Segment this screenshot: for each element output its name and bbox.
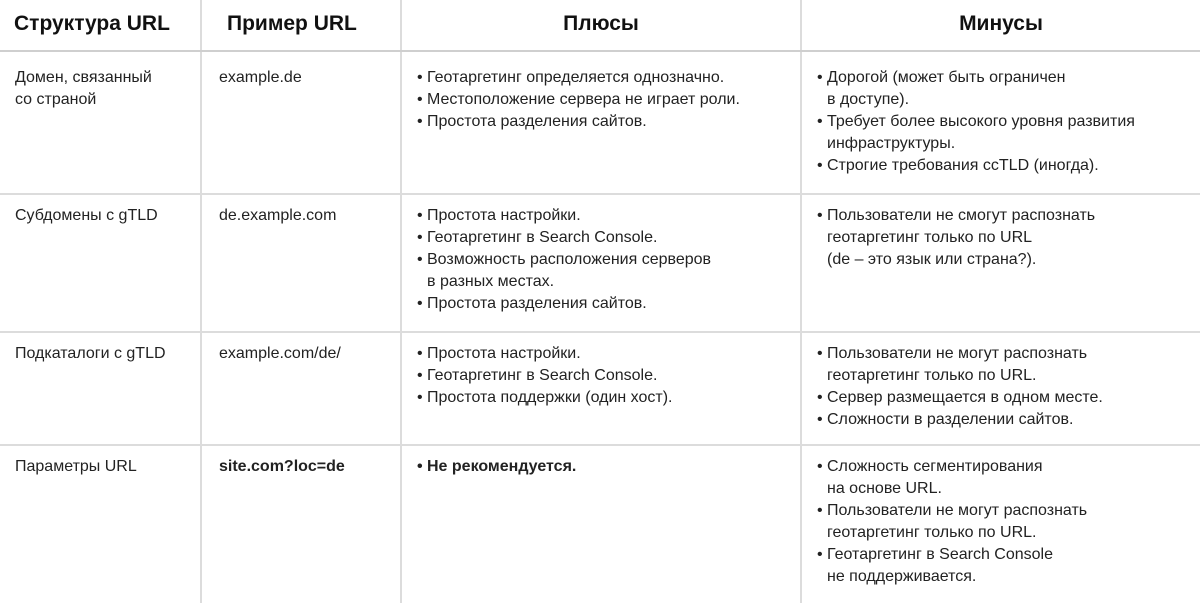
header-example: Пример URL <box>227 12 357 35</box>
row-example: example.de <box>219 69 302 86</box>
row-divider <box>0 50 1200 52</box>
column-divider <box>800 0 802 603</box>
row-structure: Субдомены с gTLD <box>15 207 158 224</box>
row-example: example.com/de/ <box>219 345 341 362</box>
cons-item: • Дорогой (может быть ограничен в доступе). <box>817 67 1197 111</box>
pros-item: • Простота разделения сайтов. <box>417 111 797 133</box>
row-cons <box>817 205 1197 271</box>
row-divider <box>0 331 1200 333</box>
header-cons: Минусы <box>959 12 1043 35</box>
row-cons <box>817 343 1197 431</box>
row-divider <box>0 193 1200 195</box>
row-example: de.example.com <box>219 207 337 224</box>
row-pros <box>417 67 797 133</box>
row-pros <box>417 456 797 478</box>
cons-item: • Строгие требования ccTLD (иногда). <box>817 155 1197 177</box>
pros-item: • Простота настройки. <box>417 205 797 227</box>
row-structure: Параметры URL <box>15 458 137 475</box>
pros-item: • Простота настройки. <box>417 343 797 365</box>
row-structure: Подкаталоги с gTLD <box>15 345 166 362</box>
cons-item: • Сервер размещается в одном месте. <box>817 387 1197 409</box>
row-pros <box>417 343 797 409</box>
pros-item: • Геотаргетинг в Search Console. <box>417 365 797 387</box>
cons-item: • Геотаргетинг в Search Console не поддерживается. <box>817 544 1197 588</box>
header-pros: Плюсы <box>563 12 639 35</box>
cons-item: • Пользователи не могут распознать геотаргетинг только по URL. <box>817 500 1197 544</box>
row-pros <box>417 205 797 315</box>
row-structure: Домен, связанный со страной <box>15 69 152 108</box>
cons-item: • Пользователи не смогут распознать геотаргетинг только по URL (de – это язык или страна?). <box>817 205 1197 271</box>
row-cons <box>817 456 1197 588</box>
pros-item: • Возможность расположения серверов в разных местах. <box>417 249 797 293</box>
row-cons <box>817 67 1197 177</box>
pros-item: • Не рекомендуется. <box>417 456 797 478</box>
cons-item: • Пользователи не могут распознать геотаргетинг только по URL. <box>817 343 1197 387</box>
cons-item: • Сложность сегментирования на основе URL. <box>817 456 1197 500</box>
pros-item: • Простота разделения сайтов. <box>417 293 797 315</box>
row-example: site.com?loc=de <box>219 458 345 475</box>
pros-item: • Геотаргетинг в Search Console. <box>417 227 797 249</box>
cons-item: • Сложности в разделении сайтов. <box>817 409 1197 431</box>
column-divider <box>400 0 402 603</box>
row-divider <box>0 444 1200 446</box>
pros-item: • Геотаргетинг определяется однозначно. <box>417 67 797 89</box>
pros-item: • Простота поддержки (один хост). <box>417 387 797 409</box>
pros-item: • Местоположение сервера не играет роли. <box>417 89 797 111</box>
header-structure: Структура URL <box>14 12 170 35</box>
column-divider <box>200 0 202 603</box>
cons-item: • Требует более высокого уровня развития инфраструктуры. <box>817 111 1197 155</box>
